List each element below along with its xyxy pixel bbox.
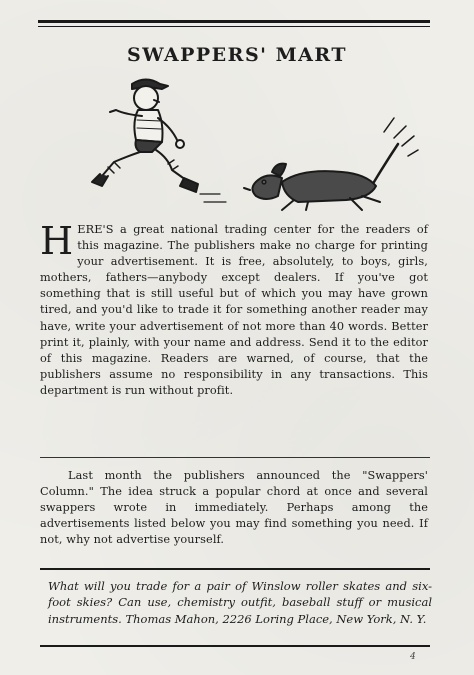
ad-rule-top (40, 568, 430, 570)
boy-and-dog-illustration (50, 72, 430, 212)
intro-paragraph (40, 219, 428, 399)
page-title: SWAPPERS' MART (127, 44, 347, 66)
announcement-paragraph: Last month the publishers announced the "Swappers' Column." The idea struck a popular chord at once and several swappers wrote in immediately. Perhaps among the advertisements listed below you may find something you need. If not, why not advertise yourself. (40, 469, 428, 547)
boy-figure (92, 80, 198, 193)
section-divider (40, 457, 430, 458)
top-rule-thin (38, 26, 430, 27)
ad-rule-bottom (40, 645, 430, 647)
swap-advertisement: What will you trade for a pair of Winslow roller skates and six-foot skies? Can use, chemistry outfit, baseball stuff or musical instruments. Thomas Mahon, 2226 Loring Place, New York, N. Y. (48, 579, 432, 626)
page-mark: 4 (410, 652, 416, 662)
top-rule-thick (38, 20, 430, 23)
drop-cap: H (40, 219, 74, 263)
dog-figure (200, 118, 418, 210)
intro-text: ERE'S a great national trading center for the readers of this magazine. The publishers make no charge for printing your advertisement. It is free, absolutely, to boys, girls, mothers, fathers—anybody except dealers. If you've got something that is still useful but of which you may have grown tired, and you'd like to trade it for something another reader may have, write your advertisement of not more than 40 words. Better print it, plainly, with your name and address. Send it to the editor of this magazine. Readers are warned, of course, that the publishers assume no responsibility in any transactions. This department is run without profit. (40, 223, 428, 397)
